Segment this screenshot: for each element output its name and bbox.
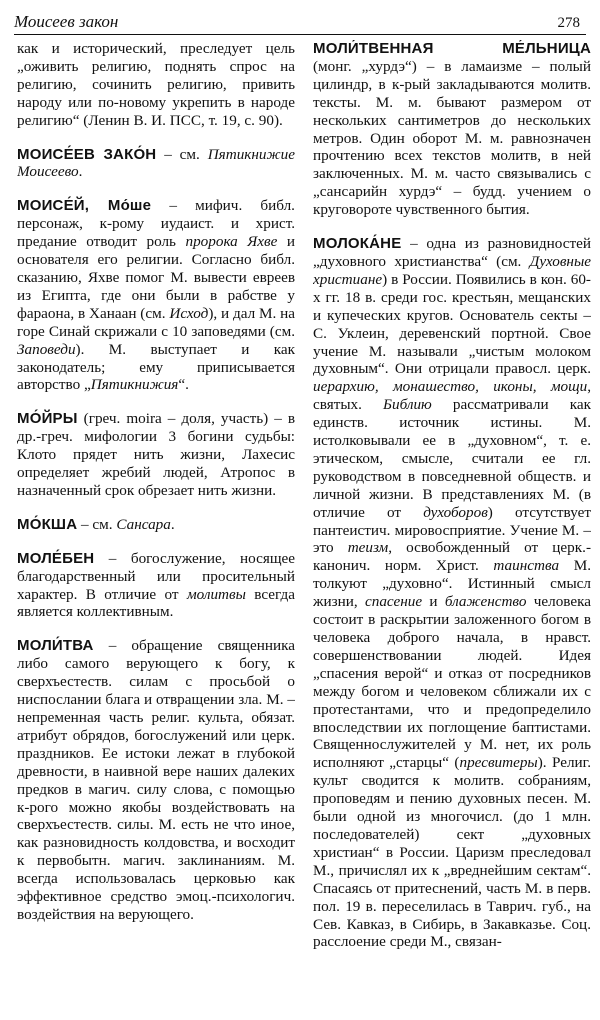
headword-molitvennaya: МОЛИ́ТВЕННАЯ: [313, 40, 434, 57]
cross-reference: Сансара: [116, 515, 171, 533]
definition-text: (греч. moira – доля, участь) – в др.-греч. мифологии 3 богини судьбы: Клото прядет нить жизни, Лахесис определяет жребий людей, Атропос в назначенный срок обрезает нить жизни.: [17, 410, 295, 499]
definition-text: – см.: [156, 145, 208, 163]
definition-text: ) отсутствует пантеистич. мировосприятие. Учение М. – это: [313, 503, 591, 557]
cross-reference: иерархию, монашество, иконы, мощи: [313, 378, 588, 396]
cross-reference: пресвитеры: [459, 754, 538, 772]
headword-molokane: МОЛОКА́НЕ: [313, 235, 402, 253]
definition-text: ), и дал М. на горе Синай скрижали с 10 заповедями (см.: [17, 304, 295, 340]
cross-reference: Пятикнижие Моисеево: [17, 145, 295, 181]
cross-reference: Исход: [169, 304, 209, 322]
definition-text: – обращение священника либо самого верующего к богу, к сверхъестеств. силам с просьбой о ниспослании блага и отвращении зла. М. – непременная часть религ. культа, обязат. атрибут обрядов, богослужений или церк. праздников. Ее истоки лежат в глубокой древности, в наивной вере наших далеких предков в магич. силу слова, с помощью к-рого можно якобы воздействовать на сверхъестеств. силы. М. есть не что иное, как разновидность колдовства, и восходит к первобытн. магич. заклинаниям. М. всегда использовалась церковью как эффективное средство эмоц.-психологич. воздействия на верующего.: [17, 637, 295, 923]
definition-text: М. толкуют „духовно“. Истинный смысл жизни,: [313, 557, 591, 611]
continuation-text: как и исторический, преследует цель „оживить религию, поднять спрос на религию, сочинить религию, привить народу или по-новому укрепить в народе религию“ (Ленин В. И. ПСС, т. 19, с. 90).: [17, 40, 295, 129]
left-column: [17, 40, 295, 1014]
cross-reference: духоборов: [423, 503, 488, 521]
headword-moisey: МОИСЕ́Й: [17, 197, 85, 215]
cross-reference: таинства: [493, 557, 560, 575]
entry-continuation: [17, 40, 295, 130]
page-number: 278: [557, 15, 580, 31]
cross-reference: молитвы: [186, 585, 246, 603]
definition-text: ). Религ. культ сводится к молитв. собраниям, проповедям и пению духовных песен. М. были одной из многочисл. (до 1 млн. последователей) сект „духовных христиан“ в России. Царизм преследовал М., причислял их к „вреднейшим сектам“. Спасаясь от притеснений, часть М. в перв. пол. 19 в. переселилась в Таврич. губ., на Сев. Кавказ, в Сибирь, в Закавказье. Соц. расслоение среди М., связан-: [313, 754, 591, 951]
entry-moleben: [17, 550, 295, 622]
headword-melnica: МЕ́ЛЬНИЦА: [502, 40, 591, 57]
cross-reference: пророка Яхве: [185, 233, 278, 251]
entry-moiry: [17, 410, 295, 500]
definition-text: (монг. „хурдэ“) – в ламаизме – полый цилиндр, в к-рый закладываются молитв. тексты. М. м. бывают размером от нескольких сантиметров до нескольких метров. Один оборот М. м. равнозначен прочтению всех текстов молитв, в ней заключенных. М. м. часто связывались с „сансарийн хурдэ“ – будд. учением о круговороте чувственного бытия.: [313, 57, 591, 219]
entry-moiseev-zakon: [17, 146, 295, 182]
definition-text: рассматривали как единств. источник истины. М. истолковывали ее в „духовном“, т. е. этическом, смысле, считали ее гл. руководством в повседневной обществ. и личной жизни. В представлениях М. (в отличие от: [313, 396, 591, 521]
definition-text: ). М. выступает и как законодатель; ему приписывается авторство „: [17, 340, 295, 394]
cross-reference: спасение: [365, 593, 423, 611]
page-header: [14, 8, 586, 35]
definition-text: – мифич. библ. персонаж, к-рому иудаист. и христ. предание отводит роль: [17, 197, 295, 251]
definition-text: – богослужение, носящее благодарственный или просительный характер. В отличие от: [17, 549, 295, 603]
definition-text: ) в России. Появились в кон. 60-х гг. 18 в. среди гос. крестьян, мещанских и купеческих кругов. Основатель секты – С. Уклеин, деревенский портной. Свое учение М. называли „чистым молоком духовным“. Они отрицали правосл. церк.: [313, 270, 591, 378]
definition-text: всегда является коллективным.: [17, 585, 295, 621]
entry-molokane: [313, 235, 591, 951]
headword-moiseev-zakon: МОИСЕ́ЕВ ЗАКО́Н: [17, 145, 157, 163]
entry-molitvennaya-melnica: [313, 40, 591, 219]
headword-line: [313, 40, 591, 58]
definition-text: человека состоит в раскрытии заложенного богом в человека доброго начала, в нравст. совершенствовании людей. Идея „спасения верой“ и отказ от посредников между богом и человеком сближали их с протестантами, что и предопределило впоследствии их поглощение баптистами. Священнослужителей у М. нет, их роль исполняют „старцы“ (: [313, 593, 591, 772]
entry-molitva: [17, 637, 295, 924]
cross-reference: Заповеди: [17, 340, 76, 358]
cross-reference: Пятикнижия: [90, 376, 179, 394]
cross-reference: блаженство: [444, 593, 527, 611]
definition-text: “.: [178, 376, 189, 394]
definition-text: и основателя его религии. Согласно библ. сказанию, Яхве помог М. вывести евреев из Египта, где они были в рабстве у фараона, в Ханаан (см.: [17, 233, 295, 322]
headword-moiry: МО́ЙРЫ: [17, 410, 78, 428]
definition-text: , освобожденный от церк.-канонич. норм. Христ.: [313, 539, 591, 575]
definition-text: – одна из разновидностей „духовного христианства“ (см.: [313, 235, 591, 270]
cross-reference: теизм: [347, 539, 389, 557]
entry-moksha: [17, 516, 295, 534]
headword-moksha: МО́КША: [17, 515, 78, 533]
definition-text: , святых.: [313, 378, 591, 414]
entry-moisey: [17, 197, 295, 394]
running-head: Моисеев закон: [14, 12, 119, 31]
headword-variant: , Мо́ше: [84, 197, 152, 215]
right-column: [313, 40, 591, 1014]
definition-text: – см.: [77, 515, 117, 533]
definition-text: и: [422, 593, 445, 611]
cross-reference: Библию: [383, 396, 432, 414]
definition-text: .: [78, 163, 83, 181]
cross-reference: Духовные христиане: [313, 252, 591, 288]
headword-molitva: МОЛИ́ТВА: [17, 637, 94, 655]
definition-text: .: [170, 515, 175, 533]
headword-moleben: МОЛЕ́БЕН: [17, 549, 95, 567]
